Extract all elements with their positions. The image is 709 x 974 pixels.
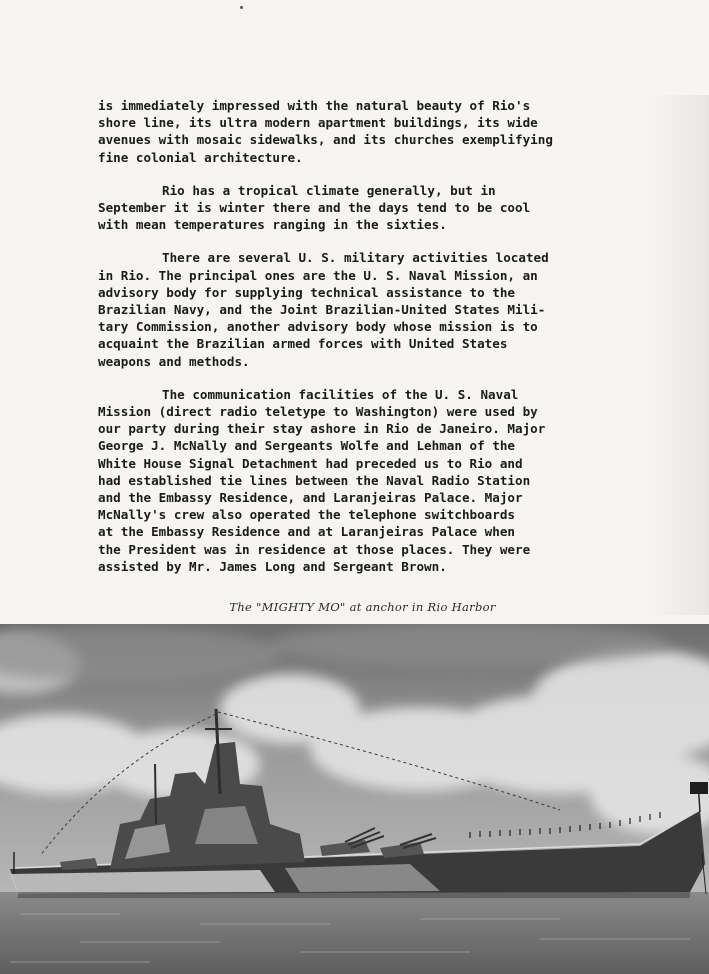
- jack-flag: [690, 782, 708, 794]
- paragraph-2: Rio has a tropical climate generally, but in September it is winter there and the days tend to be cool with mean temperatures ranging in the sixties.: [98, 182, 531, 233]
- photo-caption: [0, 600, 709, 614]
- caption-text: The "MIGHTY MO" at anchor in Rio Harbor: [229, 600, 496, 614]
- paragraph-4: The communication facilities of the U. S. Naval Mission (direct radio teletype to Washington) were used by our party during their stay ashore in Rio de Janeiro. Major George J. McNally and Sergeants Wolfe and Lehman of the White House Signal Detachment had preceded us to Rio and had established tie lines between the Naval Radio Station and the Embassy Residence, and Laranjeiras Palace. Major McNally's crew also operated the telephone switchboards at the Embassy Residence and at Laranjeiras Palace when the President was in residence at those places. They were assisted by Mr. James Long and Sergeant Brown.: [98, 386, 546, 574]
- hull-camouflage: [10, 870, 275, 894]
- waterline-reflection: [18, 892, 690, 898]
- aft-mast: [155, 764, 156, 824]
- body-text: [98, 97, 588, 591]
- paper-speck: [240, 6, 243, 9]
- paragraph-1: is immediately impressed with the natural beauty of Rio's shore line, its ultra modern apartment buildings, its wide avenues with mosaic sidewalks, and its churches exemplifying fine colonial architecture.: [98, 98, 553, 165]
- battleship-photo: [0, 624, 709, 974]
- paragraph-3: There are several U. S. military activities located in Rio. The principal ones are the U. S. Naval Mission, an advisory body for supplying technical assistance to the Brazilian Navy, and the Joint Brazilian-United States Mili- tary Commission, another advisory body whose mission is to acquaint the Brazilian armed forces with United States weapons and methods.: [98, 250, 549, 369]
- show-through-shadow: [649, 95, 709, 615]
